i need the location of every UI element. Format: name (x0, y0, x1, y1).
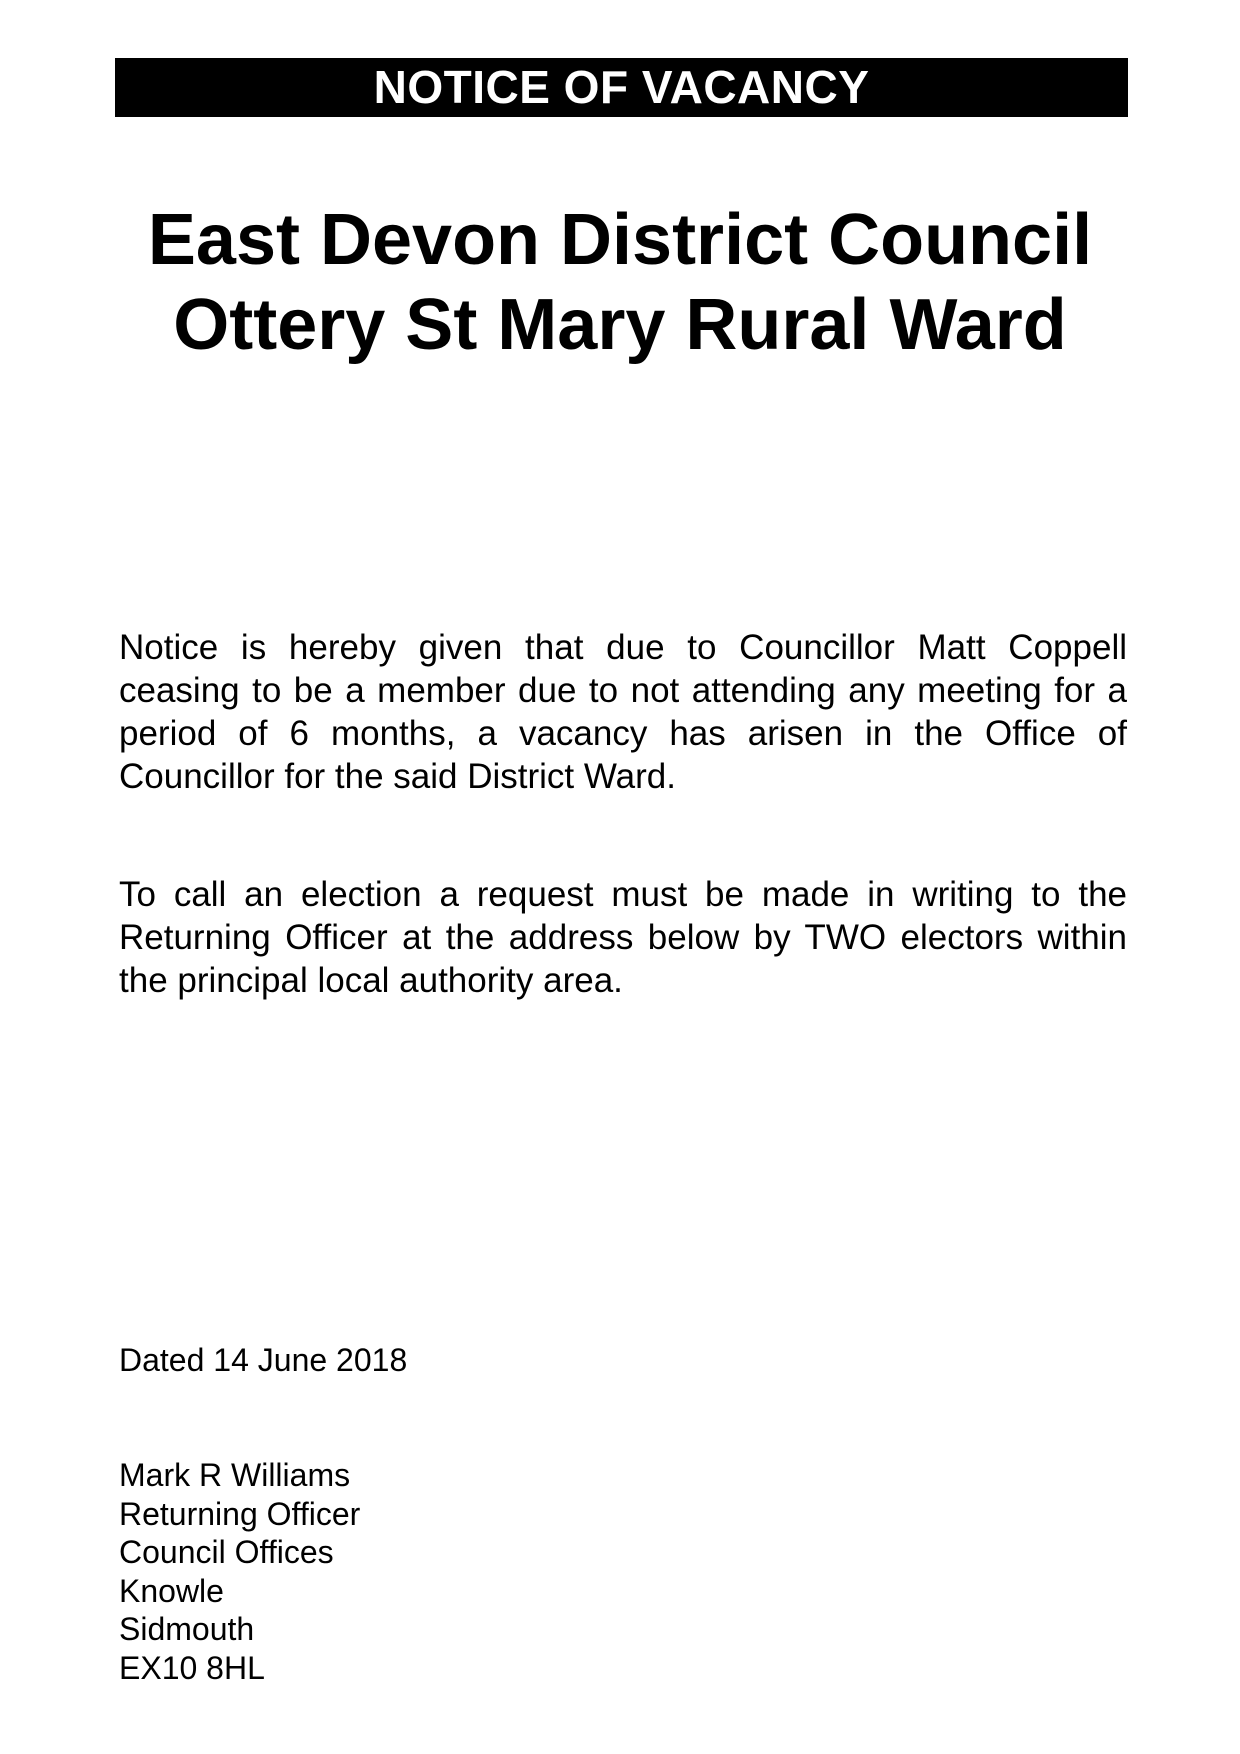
address-line: Sidmouth (119, 1611, 255, 1647)
address-line: Council Offices (119, 1534, 334, 1570)
vacancy-notice-paragraph: Notice is hereby given that due to Councillor Matt Coppell ceasing to be a member due to not attending any meeting for a period of 6 months, a vacancy has arisen in the Office of Councillor for the said District Ward. (119, 628, 1127, 796)
ward-name-heading: Ottery St Mary Rural Ward (173, 285, 1067, 365)
signatory-block (119, 1456, 360, 1687)
notice-banner-title: NOTICE OF VACANCY (373, 61, 870, 113)
address-postcode: EX10 8HL (119, 1649, 265, 1686)
signatory-name: Mark R Williams (119, 1457, 351, 1493)
address-line: Knowle (119, 1572, 224, 1609)
notice-banner (115, 58, 1128, 117)
signatory-role: Returning Officer (119, 1495, 361, 1532)
council-name-heading: East Devon District Council (147, 200, 1093, 280)
notice-date: Dated 14 June 2018 (119, 1342, 408, 1378)
election-request-paragraph: To call an election a request must be made in writing to the Returning Officer at the address below by TWO electors within the principal local authority area. (119, 875, 1127, 1000)
